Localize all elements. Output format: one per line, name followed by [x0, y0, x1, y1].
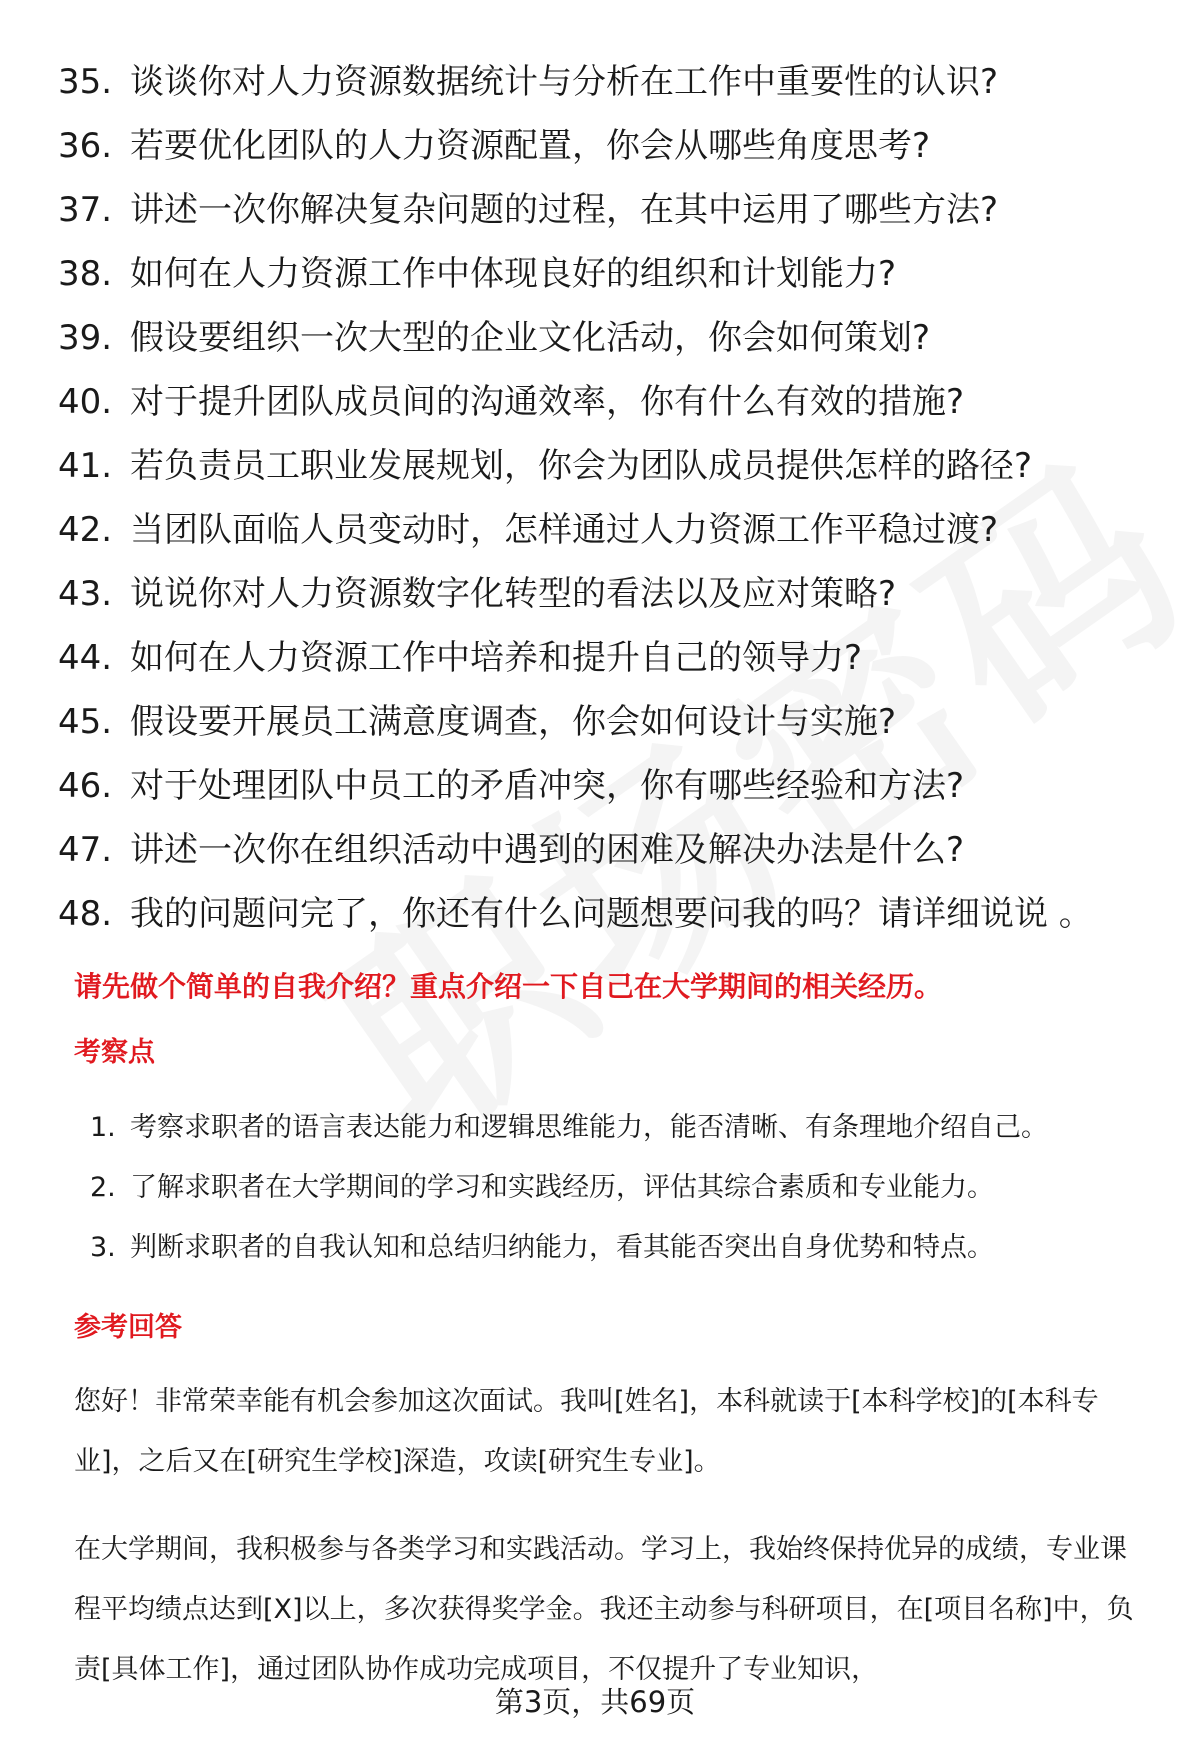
question-item: 39. 假设要组织一次大型的企业文化活动，你会如何策划? [58, 318, 931, 358]
answer-heading: 参考回答 [74, 1312, 182, 1343]
question-item: 36. 若要优化团队的人力资源配置，你会从哪些角度思考? [58, 126, 931, 166]
question-item: 48. 我的问题问完了，你还有什么问题想要问我的吗？请详细说说 。 [58, 894, 1093, 934]
point-item: 2. 了解求职者在大学期间的学习和实践经历，评估其综合素质和专业能力。 [90, 1172, 994, 1203]
section-title: 请先做个简单的自我介绍？重点介绍一下自己在大学期间的相关经历。 [74, 970, 943, 1003]
answer-paragraph: 您好！非常荣幸能有机会参加这次面试。我叫[姓名]，本科就读于[本科学校]的[本科专业]，之后又在[研究生学校]深造，攻读[研究生专业]。 [74, 1386, 1099, 1477]
question-item: 47. 讲述一次你在组织活动中遇到的困难及解决办法是什么? [58, 830, 965, 870]
question-item: 40. 对于提升团队成员间的沟通效率，你有什么有效的措施? [58, 382, 965, 422]
page-footer: 第3页，共69页 [494, 1685, 696, 1719]
answer-paragraph: 在大学期间，我积极参与各类学习和实践活动。学习上，我始终保持优异的成绩，专业课程平均绩点达到[X]以上，多次获得奖学金。我还主动参与科研项目，在[项目名称]中，负责[具体工作]，通过团队协作成功完成项目，不仅提升了专业知识， [74, 1534, 1134, 1685]
question-list [58, 50, 1168, 946]
point-item: 3. 判断求职者的自我认知和总结归纳能力，看其能否突出自身优势和特点。 [90, 1232, 994, 1263]
point-item: 1. 考察求职者的语言表达能力和逻辑思维能力，能否清晰、有条理地介绍自己。 [90, 1112, 1048, 1143]
question-item: 45. 假设要开展员工满意度调查，你会如何设计与实施? [58, 702, 897, 742]
question-item: 43. 说说你对人力资源数字化转型的看法以及应对策略? [58, 574, 897, 614]
question-item: 35. 谈谈你对人力资源数据统计与分析在工作中重要性的认识? [58, 62, 999, 102]
points-heading: 考察点 [74, 1037, 155, 1068]
question-item: 46. 对于处理团队中员工的矛盾冲突，你有哪些经验和方法? [58, 766, 965, 806]
question-item: 41. 若负责员工职业发展规划，你会为团队成员提供怎样的路径? [58, 446, 1033, 486]
question-item: 37. 讲述一次你解决复杂问题的过程，在其中运用了哪些方法? [58, 190, 999, 230]
question-item: 42. 当团队面临人员变动时，怎样通过人力资源工作平稳过渡? [58, 510, 999, 550]
points-list [90, 1098, 1170, 1278]
question-item: 44. 如何在人力资源工作中培养和提升自己的领导力? [58, 638, 863, 678]
question-item: 38. 如何在人力资源工作中体现良好的组织和计划能力? [58, 254, 897, 294]
